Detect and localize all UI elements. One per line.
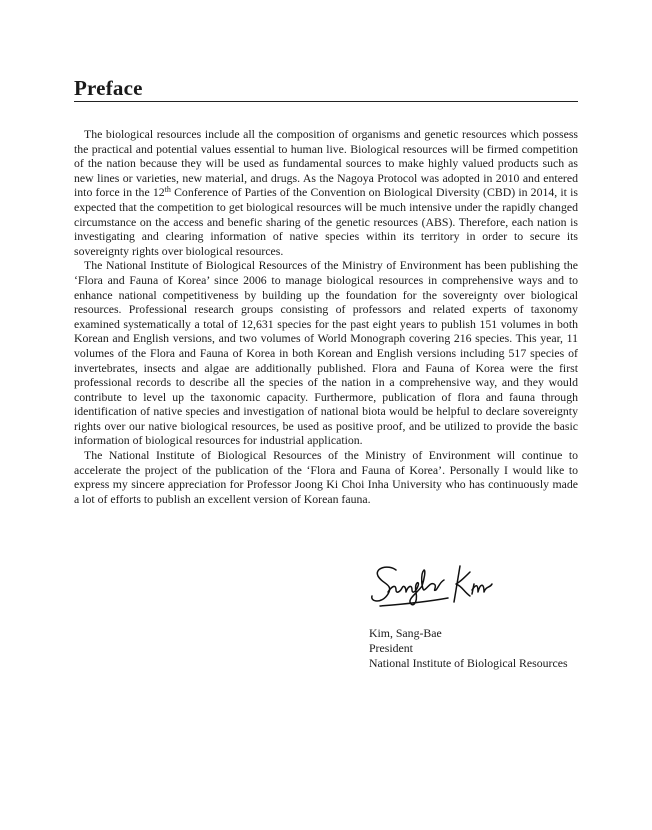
signatory-name: Kim, Sang-Bae <box>369 626 442 640</box>
paragraph-1-text-a: The biological resources include all the composition of organisms and genetic resources which possess the practical and potential values essential to human live. Biological resources will be firmed competition of the nation because they will be used as fundamental sources to make highly valued products such as new lines or varieties, new material, and drugs. As the Nagoya Protocol was adopted in 2010 and entered into force in the 12 <box>74 127 578 200</box>
signatory-block <box>369 626 568 671</box>
ordinal-superscript: th <box>164 185 171 195</box>
handwritten-signature <box>366 562 496 614</box>
title-rule <box>74 101 578 102</box>
paragraph-3: The National Institute of Biological Resources of the Ministry of Environment will continue to accelerate the project of the publication of the ‘Flora and Fauna of Korea’. Personally I would like to express my sincere appreciation for Professor Joong Ki Choi Inha University who has continuously made a lot of efforts to publish an excellent version of Korean fauna. <box>74 448 578 506</box>
paragraph-1 <box>74 127 578 258</box>
signatory-position: President <box>369 641 413 655</box>
signatory-organization: National Institute of Biological Resources <box>369 656 568 670</box>
preface-body <box>74 127 578 506</box>
paragraph-2: The National Institute of Biological Resources of the Ministry of Environment has been publishing the ‘Flora and Fauna of Korea’ since 2006 to manage biological resources in comprehensive ways and to enhance national competitiveness by building up the foundation for the sovereignty over biological resources. Professional research groups consisting of professors and related experts of taxonomy examined systematically a total of 12,631 species for the past eight years to publish 151 volumes in both Korean and English versions, and two volumes of World Monograph covering 216 species. This year, 11 volumes of the Flora and Fauna of Korea in both Korean and English versions including 517 species of invertebrates, insects and algae are additionally published. Flora and Fauna of Korea were the first professional records to describe all the species of the nation in a comprehensive way, and they would contribute to level up the taxonomic capacity. Furthermore, publication of flora and fauna through identification of native species and investigation of national biota would be helpful to declare sovereignty rights over our native biological resources, be used as positive proof, and be utilized to provide the basic information of biological resources for industrial application. <box>74 258 578 448</box>
page-title: Preface <box>74 76 143 100</box>
paragraph-1-text-b: Conference of Parties of the Convention on Biological Diversity (CBD) in 2014, it is expected that the competition to get biological resources will be much intensive under the rapidly changed circumstance on the access and benefic sharing of the genetic resources (ABS). Therefore, each nation is investigating and clearing information of native species within its territory in order to secure its sovereignty rights over biological resources. <box>74 185 578 258</box>
